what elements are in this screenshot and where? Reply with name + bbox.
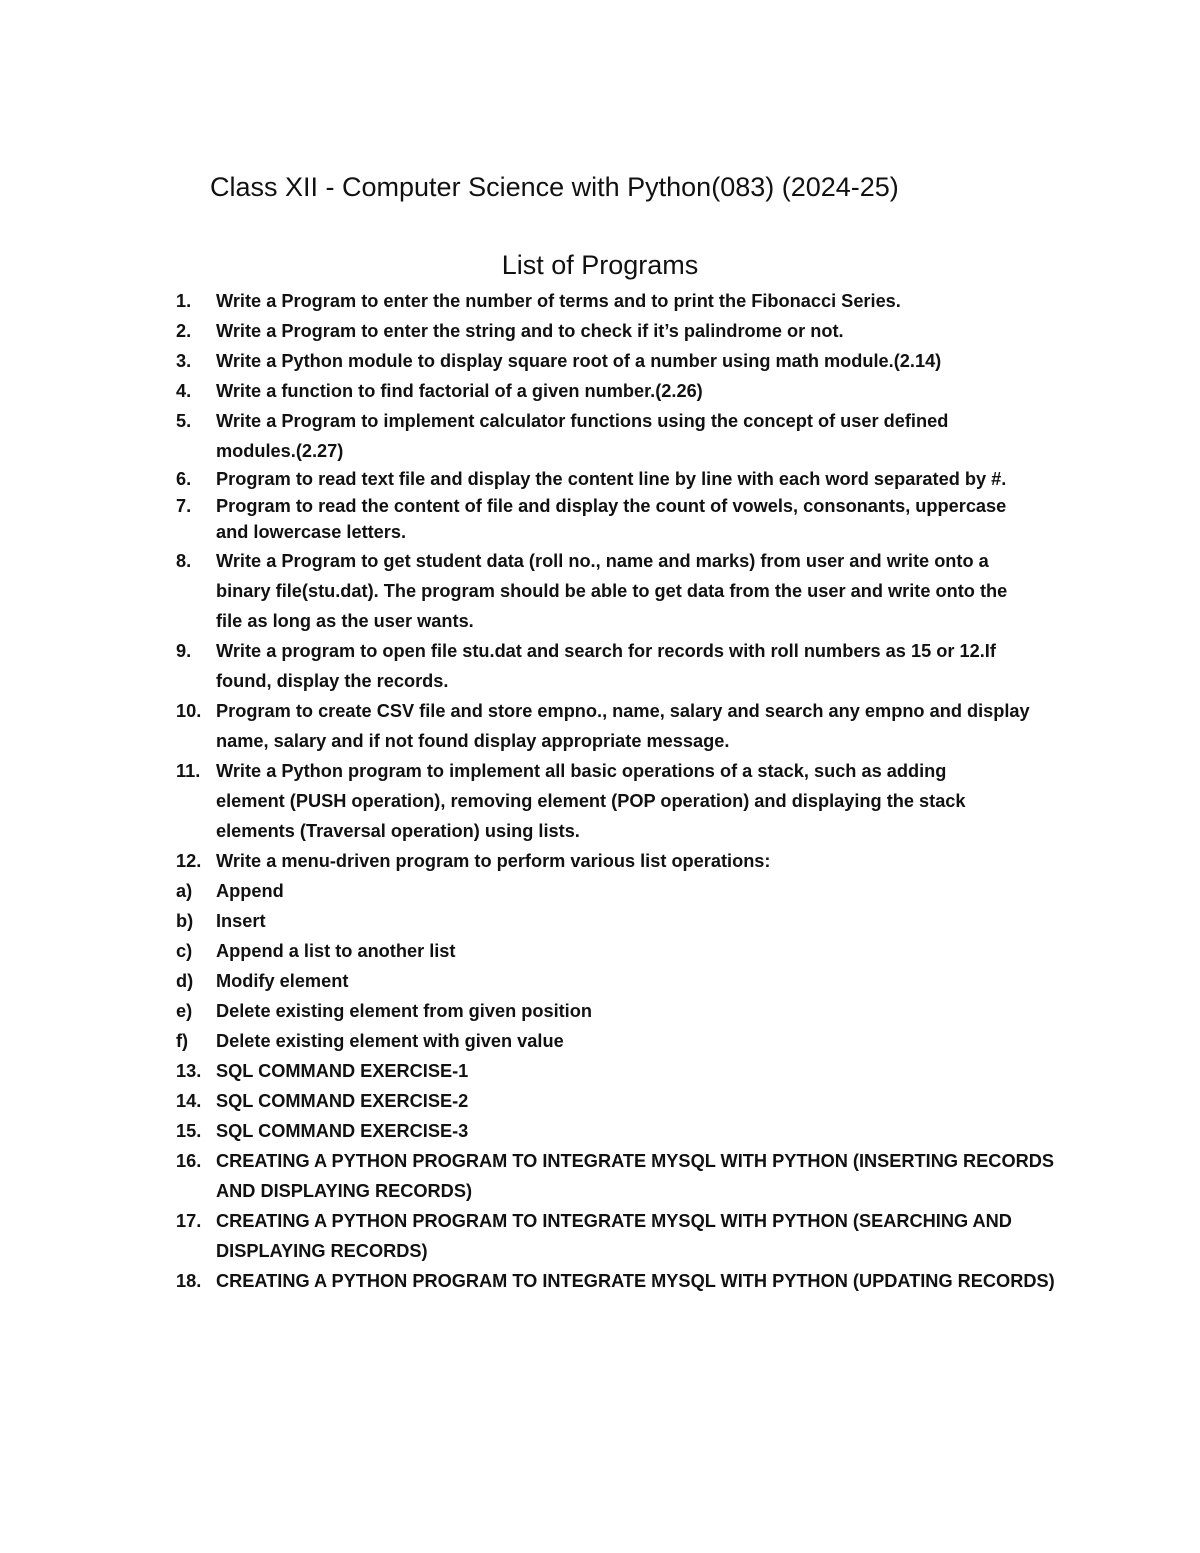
list-item-text: element (PUSH operation), removing element (POP operation) and displaying the stack <box>216 790 966 811</box>
list-item-text: CREATING A PYTHON PROGRAM TO INTEGRATE MYSQL WITH PYTHON (INSERTING RECORDS <box>216 1150 1054 1171</box>
list-item-marker: f) <box>176 1030 189 1051</box>
list-item-text: file as long as the user wants. <box>216 610 474 631</box>
list-item <box>176 286 1076 316</box>
document-title: Class XII - Computer Science with Python(083) (2024-25) <box>210 172 899 202</box>
program-list <box>176 286 1076 1296</box>
list-item-text: CREATING A PYTHON PROGRAM TO INTEGRATE MYSQL WITH PYTHON (UPDATING RECORDS) <box>216 1270 1055 1291</box>
list-item-text: Program to read text file and display the content line by line with each word separated by #. <box>216 469 1007 489</box>
list-item-text: Delete existing element from given position <box>216 1000 592 1021</box>
list-item-marker: 6. <box>176 469 192 489</box>
list-item-marker: e) <box>176 1000 193 1021</box>
list-item-text: SQL COMMAND EXERCISE-3 <box>216 1120 469 1141</box>
list-item-text: Write a menu-driven program to perform various list operations: <box>216 850 771 871</box>
list-item-marker: 15. <box>176 1120 202 1141</box>
list-item-marker: d) <box>176 970 194 991</box>
list-item-text: found, display the records. <box>216 670 449 691</box>
list-item-text: Write a Program to enter the number of terms and to print the Fibonacci Series. <box>216 291 901 311</box>
list-item-text: AND DISPLAYING RECORDS) <box>216 1180 473 1201</box>
list-item <box>176 316 1076 346</box>
list-item-text: Program to create CSV file and store empno., name, salary and search any empno and display <box>216 700 1030 721</box>
list-item-text: Delete existing element with given value <box>216 1030 564 1051</box>
list-item-text: Write a Program to get student data (roll no., name and marks) from user and write onto a <box>216 550 989 571</box>
list-item <box>176 1116 1076 1146</box>
list-item <box>176 1056 1076 1086</box>
list-item-text: elements (Traversal operation) using lists. <box>216 820 580 841</box>
list-item-text: Write a Program to implement calculator functions using the concept of user defined <box>216 411 949 431</box>
list-item-marker: 9. <box>176 640 192 661</box>
list-item <box>176 876 1076 906</box>
list-item-text: SQL COMMAND EXERCISE-1 <box>216 1060 469 1081</box>
list-item-marker: a) <box>176 880 193 901</box>
list-item-marker: 12. <box>176 850 202 871</box>
list-item-marker: 18. <box>176 1270 202 1291</box>
list-item-text: Write a function to find factorial of a given number.(2.26) <box>216 381 703 401</box>
list-item-marker: 1. <box>176 291 192 311</box>
list-item <box>176 996 1076 1026</box>
list-item <box>176 936 1076 966</box>
list-item-text: Append <box>216 880 284 901</box>
list-item <box>176 376 1076 406</box>
list-item-marker: 8. <box>176 550 192 571</box>
list-item-marker: 13. <box>176 1060 202 1081</box>
list-item-marker: 5. <box>176 411 192 431</box>
list-item <box>176 346 1076 376</box>
list-item <box>176 636 1076 696</box>
list-item-text: DISPLAYING RECORDS) <box>216 1240 428 1261</box>
list-item <box>176 1146 1076 1206</box>
list-item <box>176 846 1076 876</box>
list-heading: List of Programs <box>501 250 699 280</box>
list-item-text: CREATING A PYTHON PROGRAM TO INTEGRATE MYSQL WITH PYTHON (SEARCHING AND <box>216 1210 1012 1231</box>
list-item-marker: 4. <box>176 381 192 401</box>
list-item-text: Write a Python module to display square root of a number using math module.(2.14) <box>216 351 942 371</box>
list-item <box>176 1266 1076 1296</box>
list-item-marker: 11. <box>176 760 201 781</box>
list-item <box>176 493 1076 546</box>
list-item-text: name, salary and if not found display appropriate message. <box>216 730 730 751</box>
list-item-marker: 7. <box>176 495 192 516</box>
list-item-text: SQL COMMAND EXERCISE-2 <box>216 1090 469 1111</box>
list-item-marker: 2. <box>176 321 192 341</box>
list-item <box>176 1206 1076 1266</box>
list-item-text: binary file(stu.dat). The program should be able to get data from the user and write onto the <box>216 580 1008 601</box>
list-item-marker: 17. <box>176 1210 202 1231</box>
list-item <box>176 906 1076 936</box>
list-item-text: Write a Python program to implement all basic operations of a stack, such as adding <box>216 760 947 781</box>
list-item <box>176 696 1076 756</box>
list-item <box>176 1086 1076 1116</box>
list-item-text: Program to read the content of file and display the count of vowels, consonants, uppercase <box>216 495 1007 516</box>
list-item-text: Insert <box>216 910 266 931</box>
list-item-text: Append a list to another list <box>216 940 456 961</box>
list-item-text: Write a Program to enter the string and to check if it’s palindrome or not. <box>216 321 844 341</box>
list-item <box>176 1026 1076 1056</box>
list-item <box>176 406 1076 466</box>
list-item-marker: c) <box>176 940 193 961</box>
list-item <box>176 466 1076 493</box>
list-item-marker: 16. <box>176 1150 202 1171</box>
list-item <box>176 756 1076 846</box>
list-item <box>176 966 1076 996</box>
list-item-text: Write a program to open file stu.dat and search for records with roll numbers as 15 or 12.If <box>216 640 996 661</box>
list-item-text: modules.(2.27) <box>216 441 344 461</box>
list-item <box>176 546 1076 636</box>
list-item-marker: b) <box>176 910 194 931</box>
list-item-marker: 10. <box>176 700 202 721</box>
list-item-marker: 3. <box>176 351 192 371</box>
list-item-text: Modify element <box>216 970 349 991</box>
list-item-text: and lowercase letters. <box>216 522 407 542</box>
list-item-marker: 14. <box>176 1090 202 1111</box>
